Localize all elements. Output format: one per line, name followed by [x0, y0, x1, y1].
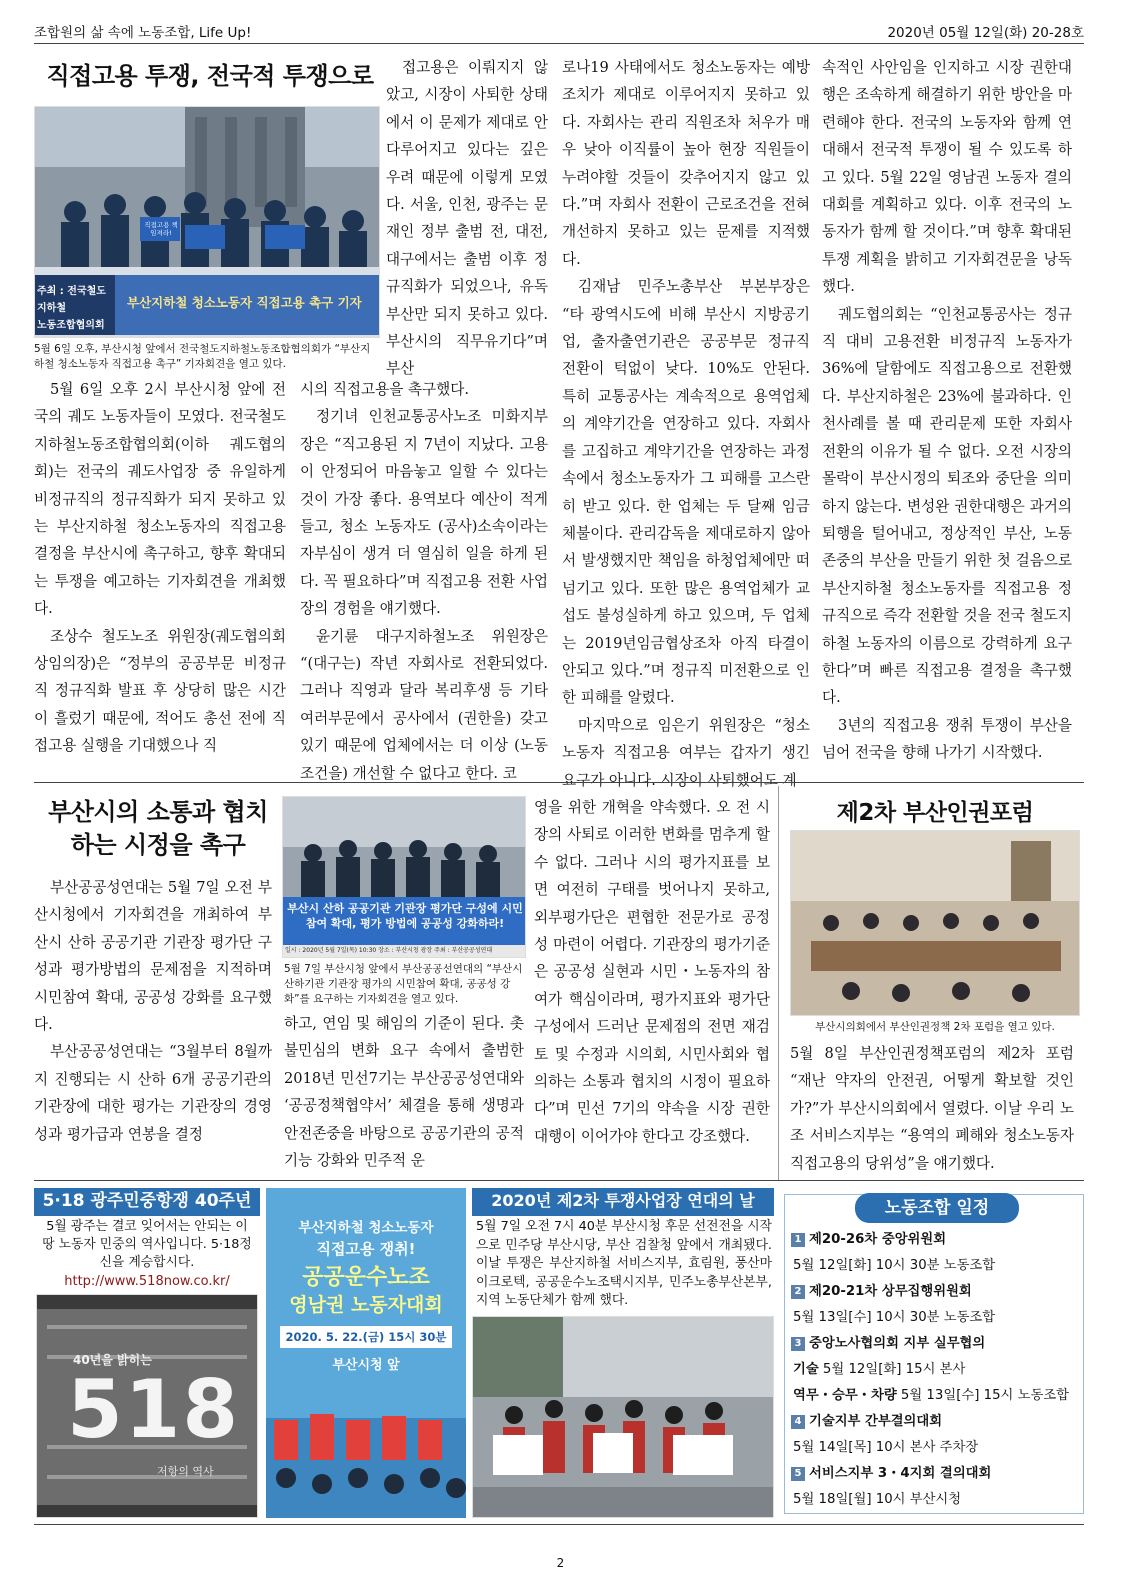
article1-caption: 5월 6일 오후, 부산시청 앞에서 전국철도지하철노동조합협의회가 “부산지하철 청소노동자 직접고용 촉구” 기자회견을 열고 있다.	[34, 343, 371, 370]
article1-photo-organizer: 주최 : 전국철도지하철 노동조합협의회	[37, 286, 106, 331]
poster-date: 2020. 5. 22.(금) 15시 30분	[280, 1326, 452, 1348]
article2-photo-subtext: 일시 : 2020년 5월 7일(목) 10:30 장소 : 부산시청 광장 주최 : 부산공공성연대	[285, 947, 493, 954]
schedule-item-5-detail: 5월 18일[월] 10시 부산시청	[793, 1492, 962, 1507]
article2-col1-p2: 부산공공성연대는 “3월부터 8월까지 진행되는 시 산하 6개 공공기관의 기관장에 대한 평가는 기관장의 경영성과 평가급과 연봉을 결정	[34, 1043, 272, 1143]
article1-col3	[562, 54, 810, 794]
article1-col3-p2: 김재남 민주노총부산 부본부장은 “타 광역시도에 비해 부산시 지방공기업, 출자출연기관은 공공부문 정규직 전환이 턱없이 낮다. 10%도 안된다. 특히 교통공사는 계속적으로 용역업체의 계약기간을 연장하고 있다. 자회사를 고집하고 계약기간을 연장하는 과정 속에서 청소노동자가 그 피해를 고스란히 받고 있다. 한 업체는 두 달째 임금체불이다. 관리감독을 제대로하지 않아서 발생했지만 책임을 하청업체에만 떠넘기고 있다. 또한 많은 용역업체가 교섭도 불성실하게 하고 있으며, 두 업체는 2019년임금협상조차 아직 타결이 안되고 있다.”며 정규직 미전환으로 인한 피해를 알렸다.	[562, 278, 810, 707]
solidarity-photo	[472, 1316, 774, 1518]
page-number: 2	[556, 1556, 565, 1570]
schedule-list	[791, 1227, 1081, 1513]
schedule-item-4-label: 기술지부 간부결의대회	[809, 1414, 943, 1429]
box518-poster-sub: 40년을 밝히는	[73, 1353, 152, 1367]
schedule-box	[784, 1194, 1084, 1514]
schedule-item-3-title	[791, 1331, 1081, 1357]
article1-col2-top	[386, 54, 548, 383]
header-slogan: 조합원의 삶 속에 노동조합, Life Up!	[34, 25, 252, 41]
article3-p: 5월 8일 부산인권정책포럼의 제2차 포럼 “재난 약자의 안전권, 어떻게 확보할 것인가?”가 부산시의회에서 열렸다. 이날 우리 노조 서비스지부는 “용역의 폐해와 청소노동자 직접고용의 당위성”을 얘기했다.	[790, 1045, 1074, 1172]
poster-line3: 공공운수노조	[302, 1265, 430, 1290]
article2-photo-banner-text: 부산시 산하 공공기관 기관장 평가단 구성에 시민참여 확대, 평가 방법에 공공성 강화하라!	[287, 902, 523, 930]
article3-caption: 부산시의회에서 부산인권정책 2차 포럼을 열고 있다.	[815, 1021, 1055, 1033]
article1-col2-top-p: 접고용은 이뤄지지 않았고, 시장이 사퇴한 상태에서 이 문제가 제대로 안 다루어지고 있다는 깊은 우려 때문에 이렇게 모였다. 서울, 인천, 광주는 문재인 정부 출범 전, 대전, 대구에서는 출범 이후 정규직화가 되었으나, 유독 부산만 되지 못하고 있다. 부산시의 직무유기다”며 부산	[386, 59, 548, 378]
article2-title-line1: 부산시의 소통과 협치	[48, 798, 268, 826]
page-header	[34, 18, 1084, 44]
schedule-item-2-title	[791, 1279, 1081, 1305]
box518-poster-bottom: 저항의 역사	[157, 1465, 214, 1478]
article1-col1	[34, 376, 286, 760]
schedule-item-1-number: 1	[791, 1233, 805, 1247]
footer-divider	[34, 1524, 1084, 1525]
solidarity-text: 5월 7일 오전 7시 40분 부산시청 후문 선전전을 시작으로 민주당 부산시당, 부산 검찰청 앞에서 개최됐다. 이날 투쟁은 부산지하철 서비스지부, 효림원, 풍산마이크로텍, 공공운수노조택시지부, 민주노총부산본부, 지역 노동단체가 함께 했다.	[476, 1219, 772, 1308]
article2-col3-p: 영을 위한 개혁을 약속했다. 오 전 시장의 사퇴로 이러한 변화를 멈추게 할 수 없다. 그러나 시의 평가지표를 보면 여전히 구태를 벗어나지 못하고, 외부평가단은 편협한 전문가로 공정성 마련이 어렵다. 기관장의 평가기준은 공공성 실현과 시민・노동자의 참여가 핵심이라며, 평가지표와 평가단 구성에서 드러난 문제점의 전면 재검토 및 수정과 시의회, 시민사회와 협의하는 소통과 협치의 시정이 필요하다”며 민선 7기의 약속을 시장 권한대행이 이어가야 한다고 강조했다.	[534, 799, 770, 1145]
schedule-item-5-label: 서비스지부 3・4지회 결의대회	[809, 1466, 992, 1481]
forum-meeting-photo	[791, 831, 1080, 1016]
schedule-item-2-detail: 5월 13일[수] 10시 30분 노동조합	[793, 1310, 996, 1325]
section-divider-1	[34, 782, 1084, 783]
poster-line2: 직접고용 쟁취!	[316, 1240, 416, 1258]
schedule-item-2-number: 2	[791, 1285, 805, 1299]
article1-col4-p1: 속적인 사안임을 인지하고 시장 권한대행은 조속하게 해결하기 위한 방안을 마련해야 한다. 전국의 노동자와 함께 연대해서 전국적 투쟁이 될 수 있도록 하고 있다. 5월 22일 영남권 노동자 결의대회를 계획하고 있다. 이후 전국의 노동자가 함께 할 것이다.”며 향후 확대된 투쟁 계획을 밝히고 기자회견문을 낭독했다.	[822, 59, 1072, 296]
schedule-item-4-detail: 5월 14일[목] 10시 본사 주차장	[793, 1440, 979, 1455]
schedule-item-3-label: 중앙노사협의회 지부 실무협의	[809, 1336, 986, 1351]
schedule-item-3-time-a: 5월 12일[화] 15시 본사	[818, 1362, 966, 1377]
poster-line1: 부산지하철 청소노동자	[298, 1220, 434, 1236]
poster-line4: 영남권 노동자대회	[289, 1294, 443, 1316]
article1-col3-p3: 마지막으로 임은기 위원장은 “청소노동자 직접고용 여부는 갑자기 생긴 요구가 아니다. 시장이 사퇴했어도 계	[562, 716, 810, 789]
schedule-item-1-label: 제20-26차 중앙위원회	[809, 1232, 947, 1247]
article1-photo-banner-text: 부산지하철 청소노동자 직접고용 촉구 기자	[127, 295, 362, 310]
article1-col2-p2: 정기녀 인천교통공사노조 미화지부장은 “직고용된 지 7년이 지났다. 고용이 안정되어 마음놓고 일할 수 있다는 것이 가장 좋다. 용역보다 예산이 적게 들고, 청소 노동자도 (공사)소속이라는 자부심이 생겨 더 열심히 일을 하게 된다. 꼭 필요하다”며 직접고용 전환 사업장의 경험을 얘기했다.	[300, 408, 548, 618]
article1-col3-p1: 로나19 사태에서도 청소노동자는 예방조치가 제대로 이루어지지 못하고 있다. 자회사는 관리 직원조차 처우가 매우 낮아 이직률이 높아 현장 직원들이 누려야할 것들이 갖추어지지 않고 있다.”며 자회사 전환이 근로조건을 전혀 개선하지 못하고 있는 문제를 지적했다.	[562, 59, 810, 268]
civic-coalition-photo	[283, 797, 526, 958]
article2-caption: 5월 7일 부산시청 앞에서 부산공공선연대의 “부산시 산하기관 기관장 평가의 시민참여 확대, 공공성 강화”를 요구하는 기자회견을 열고 있다.	[284, 963, 523, 1005]
schedule-item-3-dept-a: 기술	[793, 1362, 819, 1377]
schedule-item-4-number: 4	[791, 1415, 805, 1429]
schedule-item-3-detail-b	[791, 1383, 1081, 1409]
article1-col4	[822, 54, 1072, 767]
article2-col1	[34, 874, 272, 1148]
article1-col1-p2: 조상수 철도노조 위원장(궤도협의회 상임의장)은 “정부의 공공부문 비정규직 정규직화 발표 후 상당히 많은 시간이 흘렀기 때문에, 적어도 총선 전에 직접고용 실행을 기대했으나 직	[34, 627, 286, 755]
solidarity-title: 2020년 제2차 투쟁사업장 연대의 날	[472, 1188, 774, 1216]
article1-col4-p2: 궤도협의회는 “인천교통공사는 정규직 대비 고용전환 비정규직 노동자가 36%에 달함에도 직접고용으로 전환했다. 부산지하철은 23%에 불과하다. 인천사례를 볼 때 관리문제 또한 자회사 전환의 이유가 될 수 없다. 오전 시장의 몰락이 부산시정의 퇴조와 중단을 의미하지 않는다. 변성완 권한대행은 과거의 퇴행을 털어내고, 정상적인 부산, 노동존중의 부산을 만들기 위한 첫 걸음으로 부산지하철 청소노동자를 직접고용 정규직으로 즉각 전환할 것을 전국 철도지하철 노동자의 이름으로 강력하게 요구한다”며 빠른 직접고용 결정을 촉구했다.	[822, 305, 1072, 707]
article1-col2	[300, 376, 548, 787]
box518-poster-number: 518	[67, 1363, 240, 1456]
section-divider-vertical	[778, 786, 779, 1180]
rally-poster	[266, 1188, 466, 1518]
article2-photo	[282, 796, 526, 958]
article3-title: 제2차 부산인권포럼	[836, 800, 1034, 826]
article1-title: 직접고용 투쟁, 전국적 투쟁으로	[46, 62, 374, 90]
article2-col2	[284, 1010, 524, 1174]
article2-col2-p: 하고, 연임 및 해임의 기준이 된다. 촛불민심의 변화 요구 속에서 출범한 2018년 민선7기는 부산공공성연대와 ‘공공정책협약서’ 체결을 통해 생명과 안전존중을 바탕으로 공공기관의 공적기능 강화와 민주적 운	[284, 1015, 524, 1170]
article2-col1-p1: 부산공공성연대는 5월 7일 오전 부산시청에서 기자회견을 개최하여 부산시 산하 공공기관 기관장 평가단 구성과 평가방법의 문제점을 지적하며 시민참여 확대, 공공성 강화를 요구했다.	[34, 879, 272, 1034]
header-issue-date: 2020년 05월 12일(화) 20-28호	[887, 25, 1084, 41]
schedule-item-5-title	[791, 1461, 1081, 1487]
solidarity-protest-photo	[473, 1317, 774, 1518]
box518-url[interactable]: http://www.518now.co.kr/	[64, 1274, 230, 1289]
section-divider-2	[34, 1180, 1084, 1181]
schedule-item-2-label: 제20-21차 상무집행위원회	[809, 1284, 972, 1299]
article1-col2-p3: 윤기륜 대구지하철노조 위원장은 “(대구는) 작년 자회사로 전환되었다. 그러나 직영과 달라 복리후생 등 기타 여러부문에서 공사에서 (권한을) 갖고 있기 때문에 업체에서는 더 이상 (노동조건을) 개선할 수 없다고 한다. 코	[300, 627, 548, 782]
article1-col1-p1: 5월 6일 오후 2시 부산시청 앞에 전국의 궤도 노동자들이 모였다. 전국철도지하철노동조합협의회(이하 궤도협의회)는 전국의 궤도사업장 중 유일하게 비정규직의 정규직화가 되지 못하고 있는 부산지하철 청소노동자의 직접고용 결정을 부산시에 촉구하고, 향후 확대되는 투쟁을 예고하는 기자회견을 개최했다.	[34, 381, 286, 618]
article1-photo	[34, 106, 380, 338]
schedule-item-4-title	[791, 1409, 1081, 1435]
schedule-item-1-detail: 5월 12일[화] 10시 30분 노동조합	[793, 1258, 996, 1273]
article2-title-line2: 하는 시정을 촉구	[70, 831, 246, 859]
schedule-item-5-number: 5	[791, 1467, 805, 1481]
article3-photo	[790, 830, 1080, 1016]
article1-col4-p3: 3년의 직접고용 쟁취 투쟁이 부산을 넘어 전국을 향해 나가기 시작했다.	[822, 716, 1072, 762]
schedule-item-3-detail-a	[791, 1357, 1081, 1383]
box518-poster	[36, 1294, 258, 1518]
article1-photo-sign: 직접고용 책임져라!	[144, 221, 178, 237]
poster-place: 부산시청 앞	[332, 1358, 400, 1373]
article2-title	[34, 796, 282, 862]
box518-text: 5월 광주는 결코 잊어서는 안되는 이 땅 노동자 민중의 역사입니다. 5·18정신을 계승합시다.	[42, 1219, 252, 1270]
schedule-item-3-dept-b: 역무・승무・차량	[793, 1388, 897, 1403]
schedule-title: 노동조합 일정	[855, 1193, 1019, 1223]
article2-col3	[534, 794, 770, 1150]
schedule-item-3-time-b: 5월 13일[수] 15시 노동조합	[896, 1388, 1070, 1403]
schedule-item-1-title	[791, 1227, 1081, 1253]
article3-col	[790, 1040, 1074, 1177]
schedule-item-3-number: 3	[791, 1337, 805, 1351]
box518-title: 5·18 광주민중항쟁 40주년	[34, 1188, 260, 1216]
article1-col2-p1: 시의 직접고용을 촉구했다.	[300, 381, 469, 398]
